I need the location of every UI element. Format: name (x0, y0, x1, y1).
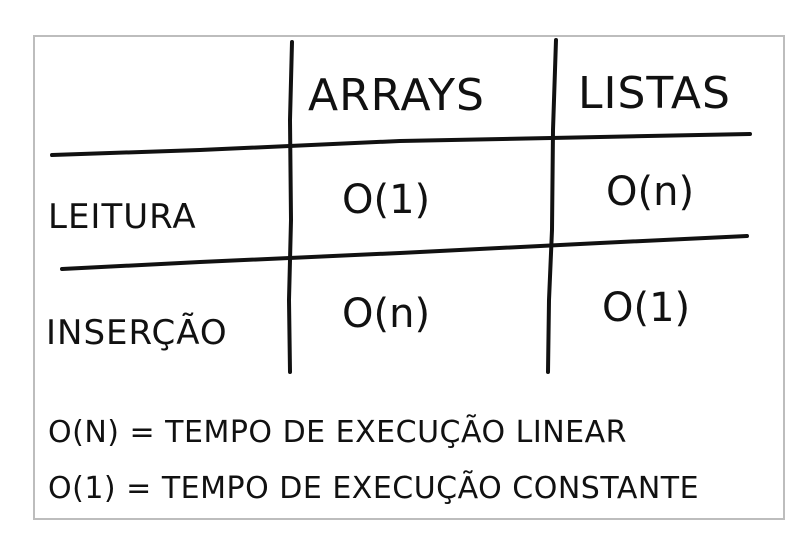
grid-vertical-line-left (289, 42, 292, 372)
grid-horizontal-line-top (52, 134, 750, 155)
cell-insercao-arrays: O(n) (342, 291, 431, 337)
row-label-leitura: LEITURA (48, 197, 197, 237)
row-label-insercao: INSERÇÃO (46, 313, 228, 353)
column-header-arrays: ARRAYS (308, 70, 485, 121)
column-header-listas: LISTAS (578, 68, 731, 119)
legend-line-constant: O(1) = TEMPO DE EXECUÇÃO CONSTANTE (48, 471, 700, 506)
grid-horizontal-line-middle (62, 236, 747, 269)
grid-vertical-line-right (548, 40, 556, 372)
cell-leitura-arrays: O(1) (342, 177, 431, 223)
cell-insercao-listas: O(1) (602, 285, 691, 331)
cell-leitura-listas: O(n) (606, 169, 695, 215)
legend-line-linear: O(N) = TEMPO DE EXECUÇÃO LINEAR (48, 415, 627, 450)
